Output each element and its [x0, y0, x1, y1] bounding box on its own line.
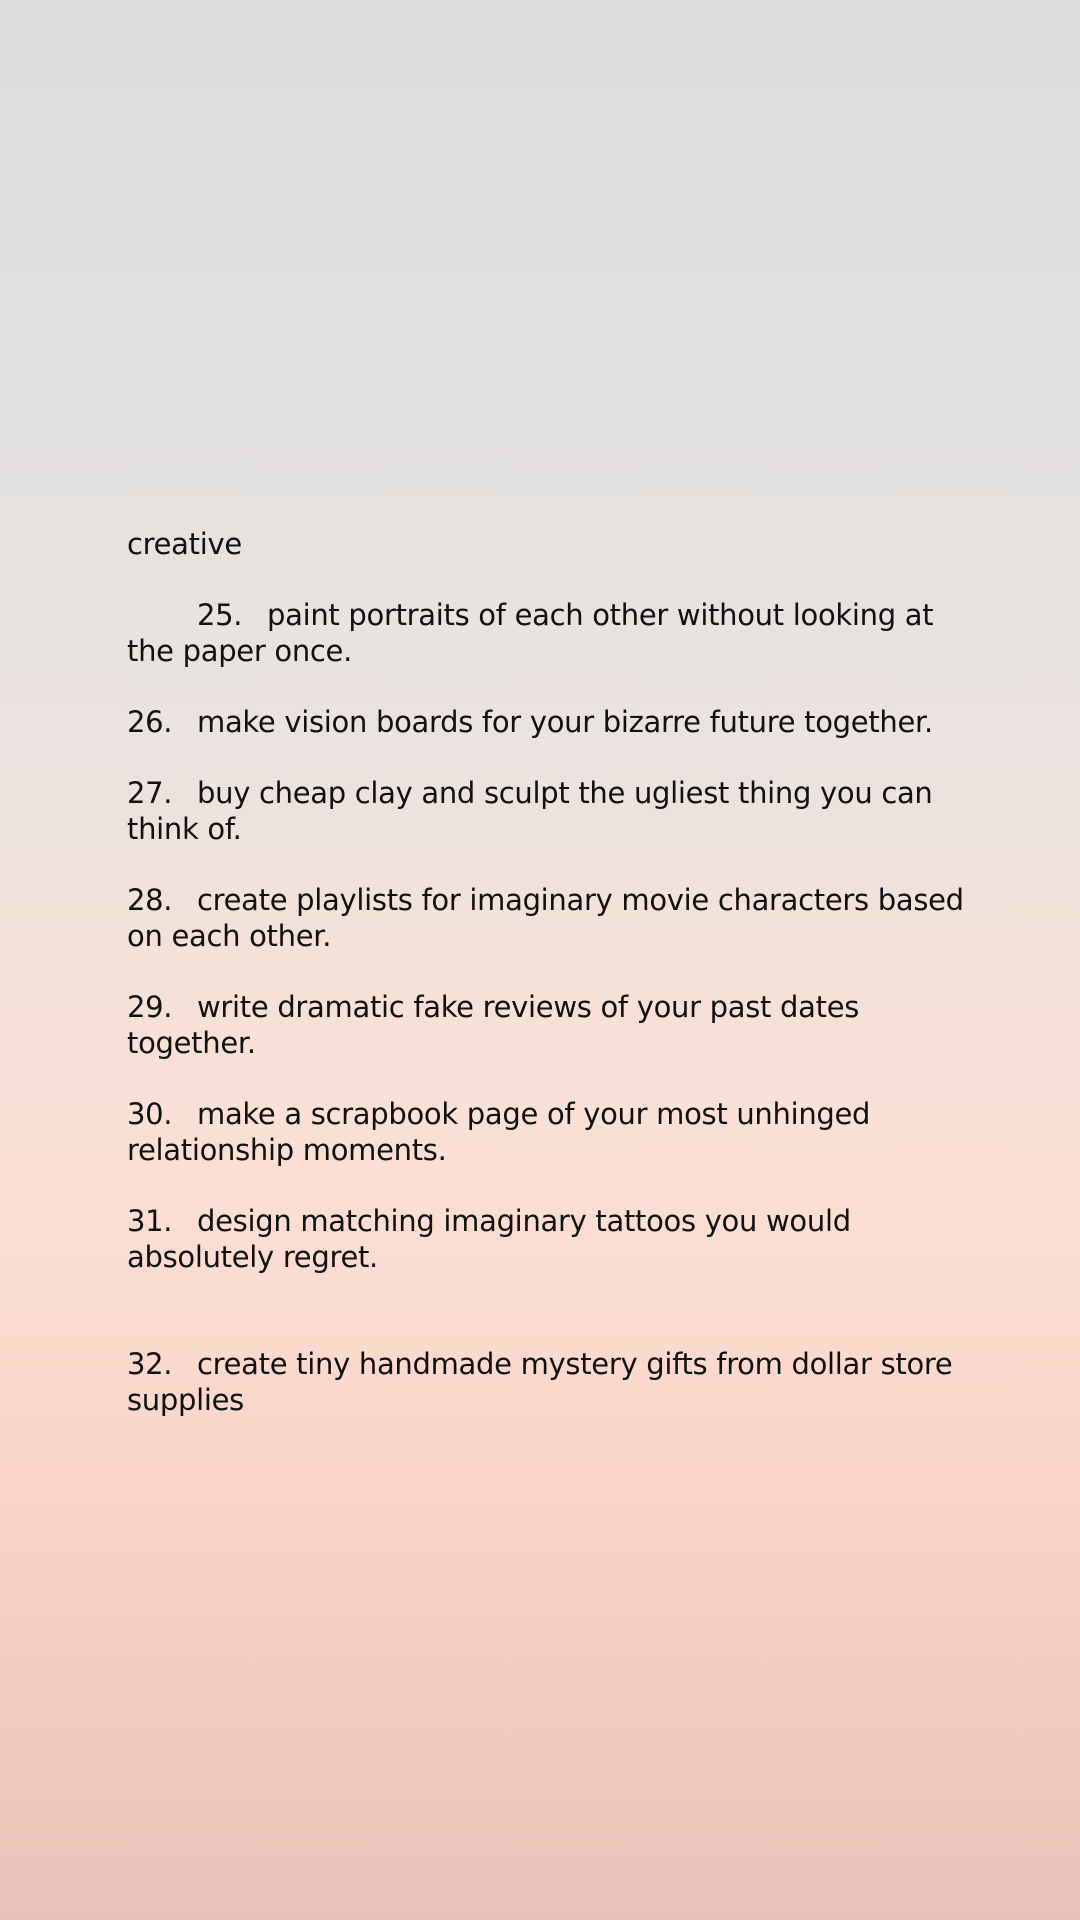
list-item: [127, 1096, 967, 1168]
item-number: 31.: [127, 1204, 173, 1238]
list-item: [127, 775, 967, 847]
list-item: [127, 597, 967, 669]
section-title: creative: [127, 527, 242, 561]
item-number: 27.: [127, 776, 173, 810]
item-number: 25.: [197, 598, 243, 632]
item-text: create playlists for imaginary movie characters based on each other.: [127, 883, 964, 953]
idea-list: [127, 526, 967, 1453]
item-number: 26.: [127, 705, 173, 739]
list-item: [127, 1203, 967, 1275]
item-text: create tiny handmade mystery gifts from dollar store supplies: [127, 1347, 953, 1417]
item-text: make a scrapbook page of your most unhinged relationship moments.: [127, 1097, 871, 1167]
item-text: make vision boards for your bizarre future together.: [197, 705, 933, 739]
item-number: 29.: [127, 990, 173, 1024]
item-text: write dramatic fake reviews of your past dates together.: [127, 990, 860, 1060]
item-text: paint portraits of each other without looking at the paper once.: [127, 598, 934, 668]
list-item: [127, 1346, 967, 1418]
list-item: [127, 989, 967, 1061]
item-text: design matching imaginary tattoos you would absolutely regret.: [127, 1204, 851, 1274]
item-text: buy cheap clay and sculpt the ugliest thing you can think of.: [127, 776, 933, 846]
list-item: [127, 882, 967, 954]
item-number: 28.: [127, 883, 173, 917]
item-number: 32.: [127, 1347, 173, 1381]
item-number: 30.: [127, 1097, 173, 1131]
list-item: [127, 704, 967, 740]
